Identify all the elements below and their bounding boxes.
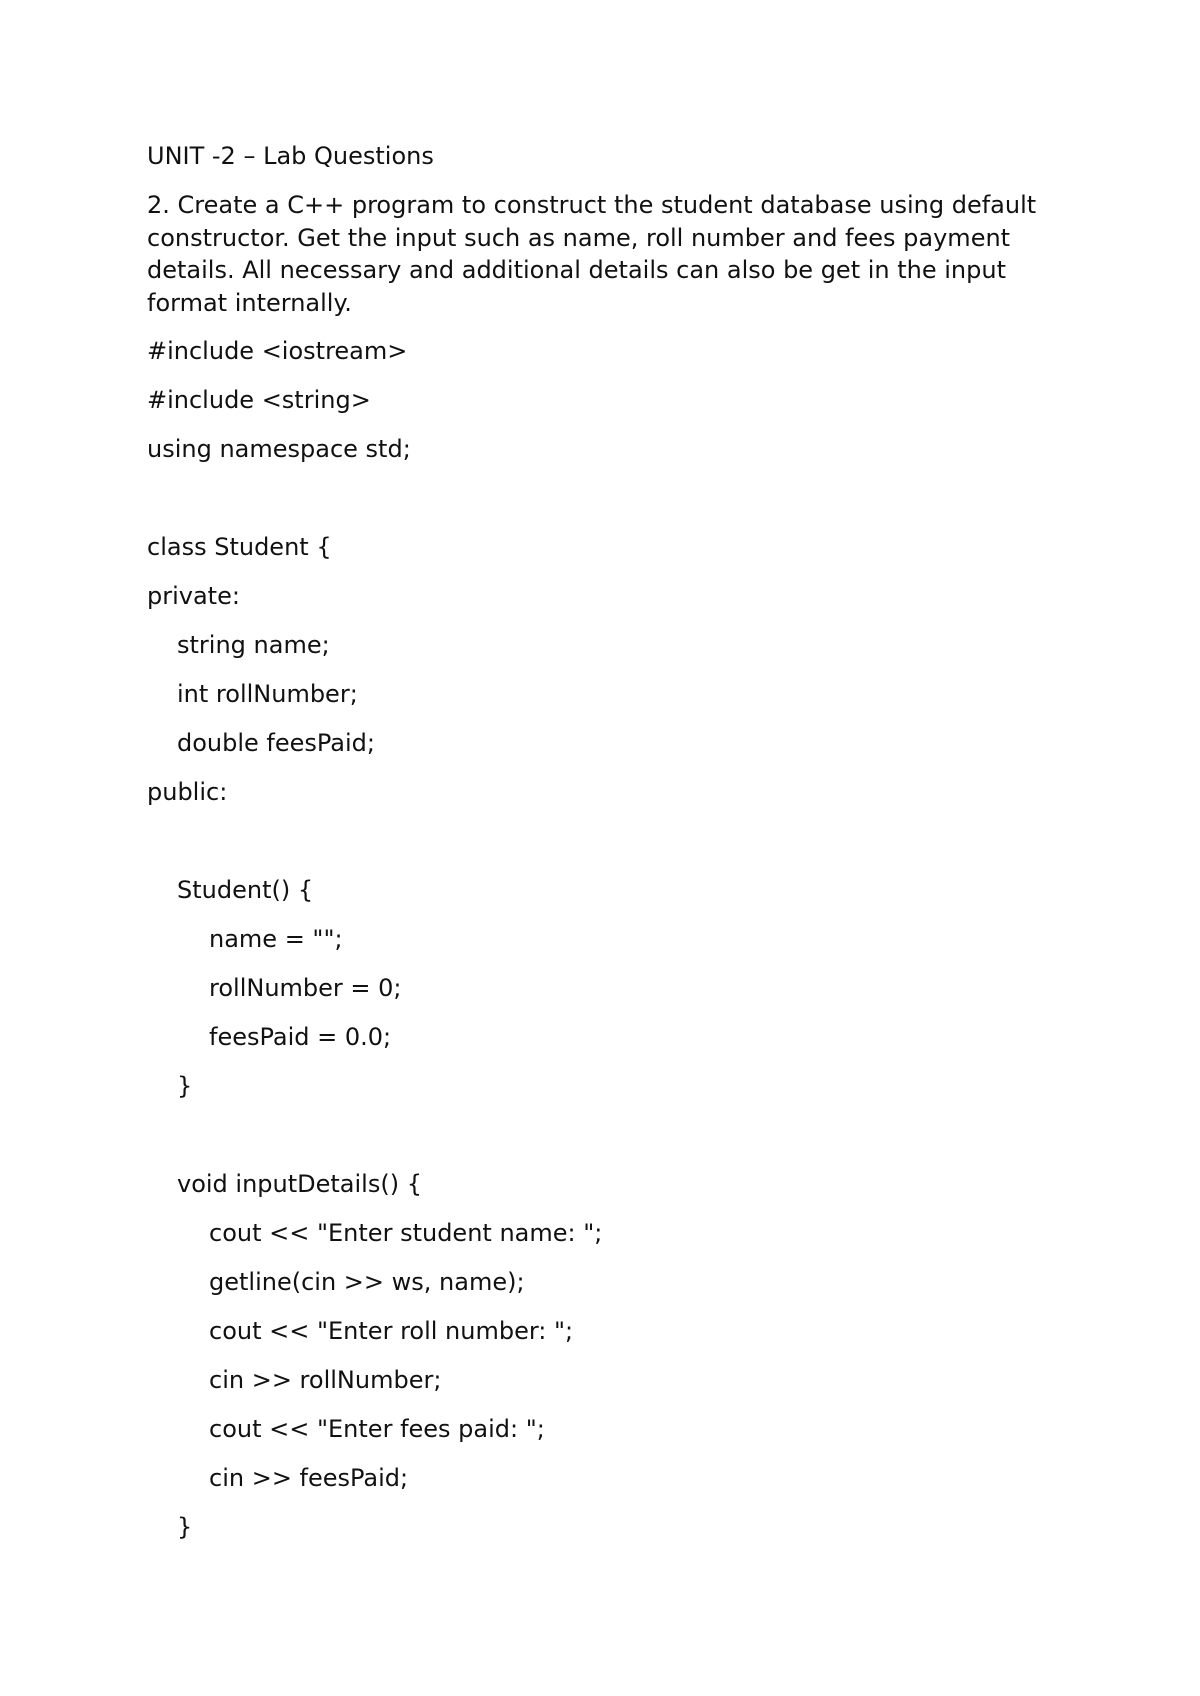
code-line: class Student { bbox=[147, 533, 332, 561]
code-line: cin >> rollNumber; bbox=[209, 1366, 442, 1394]
code-line: void inputDetails() { bbox=[177, 1170, 422, 1198]
code-line: #include <string> bbox=[147, 386, 371, 414]
code-line: private: bbox=[147, 582, 240, 610]
blank-line bbox=[147, 482, 1067, 514]
code-line: feesPaid = 0.0; bbox=[209, 1023, 392, 1051]
code-line: name = ""; bbox=[209, 925, 343, 953]
code-line: cout << "Enter student name: "; bbox=[209, 1219, 603, 1247]
code-line: cout << "Enter roll number: "; bbox=[209, 1317, 574, 1345]
page-title: UNIT -2 – Lab Questions bbox=[147, 142, 434, 170]
code-line: using namespace std; bbox=[147, 435, 411, 463]
code-line: #include <iostream> bbox=[147, 337, 408, 365]
code-line: rollNumber = 0; bbox=[209, 974, 402, 1002]
code-line: getline(cin >> ws, name); bbox=[209, 1268, 525, 1296]
code-line: } bbox=[177, 1513, 193, 1541]
code-line: int rollNumber; bbox=[177, 680, 358, 708]
blank-line bbox=[147, 1119, 1067, 1151]
document-content bbox=[147, 140, 1067, 1560]
question-text: 2. Create a C++ program to construct the student database using default constructor. Get the input such as name, roll number and fees payment details. All necessary and additional details can also be get in the input format internally. bbox=[147, 191, 1037, 317]
code-line: Student() { bbox=[177, 876, 314, 904]
code-line: double feesPaid; bbox=[177, 729, 375, 757]
blank-line bbox=[147, 825, 1067, 857]
code-line: string name; bbox=[177, 631, 330, 659]
code-line: } bbox=[177, 1072, 193, 1100]
code-line: public: bbox=[147, 778, 228, 806]
code-line: cin >> feesPaid; bbox=[209, 1464, 409, 1492]
code-line: cout << "Enter fees paid: "; bbox=[209, 1415, 545, 1443]
